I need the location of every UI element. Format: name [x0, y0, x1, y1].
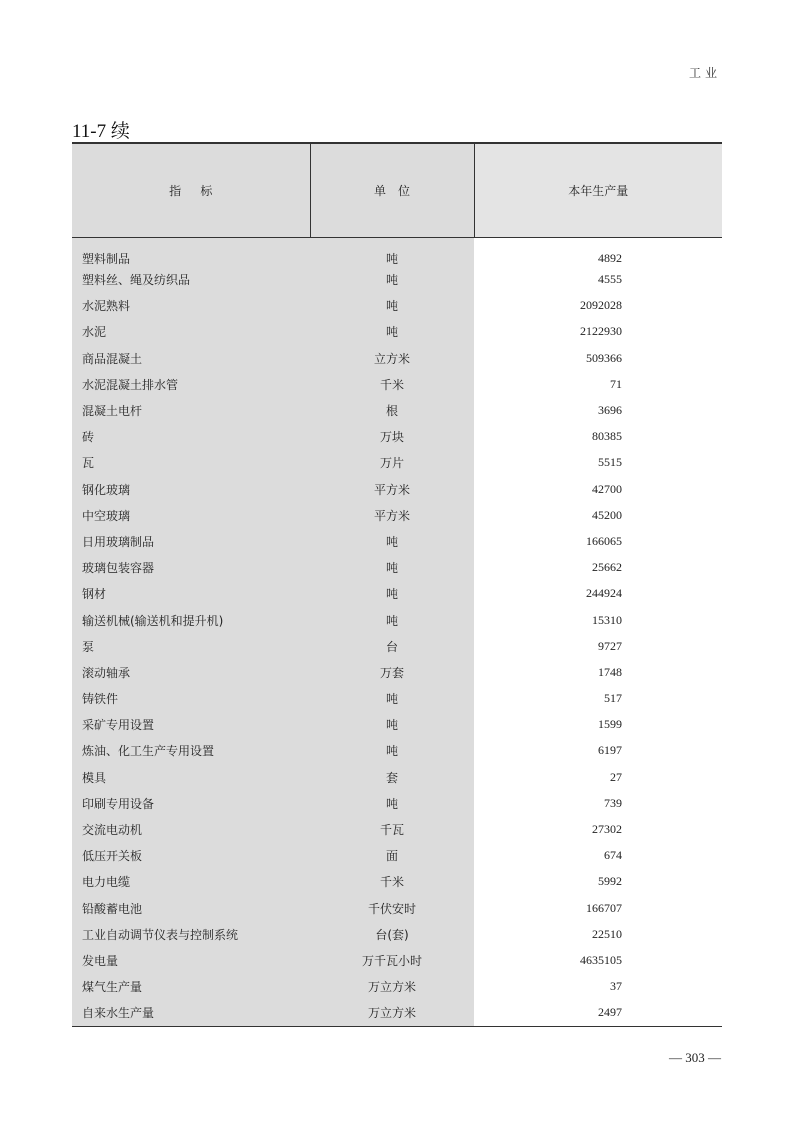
row-unit: 套	[310, 764, 474, 790]
table-row	[72, 686, 722, 712]
row-unit: 平方米	[310, 476, 474, 502]
table-row	[72, 712, 722, 738]
row-unit: 台(套)	[310, 921, 474, 947]
table-row	[72, 581, 722, 607]
table-row	[72, 659, 722, 685]
row-indicator: 低压开关板	[72, 843, 310, 869]
row-value: 739	[474, 790, 722, 816]
row-unit: 立方米	[310, 345, 474, 371]
table-row	[72, 319, 722, 345]
table-row	[72, 371, 722, 397]
row-indicator: 塑料制品	[72, 237, 310, 267]
row-unit: 吨	[310, 686, 474, 712]
table-row	[72, 476, 722, 502]
row-value: 25662	[474, 555, 722, 581]
row-unit: 吨	[310, 738, 474, 764]
row-value: 22510	[474, 921, 722, 947]
header-unit: 单位	[310, 143, 474, 237]
row-value: 1748	[474, 659, 722, 685]
row-indicator: 塑料丝、绳及纺织品	[72, 267, 310, 293]
row-value: 4892	[474, 237, 722, 267]
row-unit: 吨	[310, 319, 474, 345]
row-value: 2122930	[474, 319, 722, 345]
row-unit: 万片	[310, 450, 474, 476]
row-value: 5515	[474, 450, 722, 476]
row-indicator: 交流电动机	[72, 816, 310, 842]
row-unit: 吨	[310, 790, 474, 816]
row-value: 3696	[474, 397, 722, 423]
table-row	[72, 790, 722, 816]
table-row	[72, 869, 722, 895]
table-row	[72, 450, 722, 476]
row-unit: 吨	[310, 267, 474, 293]
row-indicator: 水泥熟料	[72, 293, 310, 319]
row-value: 674	[474, 843, 722, 869]
row-unit: 吨	[310, 555, 474, 581]
row-value: 15310	[474, 607, 722, 633]
row-value: 244924	[474, 581, 722, 607]
table-row	[72, 764, 722, 790]
row-indicator: 砖	[72, 424, 310, 450]
table-row	[72, 237, 722, 267]
row-indicator: 输送机械(输送机和提升机)	[72, 607, 310, 633]
row-unit: 根	[310, 397, 474, 423]
row-indicator: 炼油、化工生产专用设置	[72, 738, 310, 764]
page-number: — 303 —	[669, 1050, 721, 1065]
row-indicator: 电力电缆	[72, 869, 310, 895]
row-indicator: 商品混凝土	[72, 345, 310, 371]
row-value: 27	[474, 764, 722, 790]
row-indicator: 中空玻璃	[72, 502, 310, 528]
row-unit: 台	[310, 633, 474, 659]
statistics-table	[72, 142, 722, 1026]
row-value: 5992	[474, 869, 722, 895]
row-indicator: 瓦	[72, 450, 310, 476]
row-unit: 吨	[310, 712, 474, 738]
row-unit: 万块	[310, 424, 474, 450]
row-indicator: 铸铁件	[72, 686, 310, 712]
row-unit: 万千瓦小时	[310, 947, 474, 973]
table-bottom-rule	[72, 1026, 722, 1027]
table-row	[72, 1000, 722, 1026]
row-value: 4635105	[474, 947, 722, 973]
row-indicator: 钢材	[72, 581, 310, 607]
row-value: 509366	[474, 345, 722, 371]
row-indicator: 水泥	[72, 319, 310, 345]
row-value: 2092028	[474, 293, 722, 319]
row-indicator: 水泥混凝土排水管	[72, 371, 310, 397]
table-row	[72, 345, 722, 371]
header-annual-output: 本年生产量	[474, 143, 722, 237]
row-unit: 面	[310, 843, 474, 869]
row-unit: 平方米	[310, 502, 474, 528]
statistics-table-container	[72, 142, 722, 1027]
row-unit: 千瓦	[310, 816, 474, 842]
row-unit: 万立方米	[310, 974, 474, 1000]
row-unit: 吨	[310, 293, 474, 319]
row-indicator: 混凝土电杆	[72, 397, 310, 423]
row-unit: 千伏安时	[310, 895, 474, 921]
row-indicator: 日用玻璃制品	[72, 528, 310, 554]
table-row	[72, 424, 722, 450]
row-value: 37	[474, 974, 722, 1000]
table-row	[72, 843, 722, 869]
table-row	[72, 502, 722, 528]
row-value: 45200	[474, 502, 722, 528]
row-unit: 千米	[310, 869, 474, 895]
row-indicator: 铅酸蓄电池	[72, 895, 310, 921]
table-title: 11-7 续	[72, 121, 130, 142]
table-row	[72, 974, 722, 1000]
table-header	[72, 143, 722, 237]
row-indicator: 工业自动调节仪表与控制系统	[72, 921, 310, 947]
running-head: 工业	[688, 66, 721, 80]
row-unit: 万套	[310, 659, 474, 685]
table-row	[72, 607, 722, 633]
row-indicator: 自来水生产量	[72, 1000, 310, 1026]
row-value: 27302	[474, 816, 722, 842]
row-unit: 吨	[310, 607, 474, 633]
row-indicator: 钢化玻璃	[72, 476, 310, 502]
header-indicator: 指标	[72, 143, 310, 237]
row-unit: 万立方米	[310, 1000, 474, 1026]
table-row	[72, 397, 722, 423]
table-row	[72, 738, 722, 764]
row-indicator: 印刷专用设备	[72, 790, 310, 816]
row-indicator: 玻璃包装容器	[72, 555, 310, 581]
table-row	[72, 267, 722, 293]
row-value: 42700	[474, 476, 722, 502]
row-value: 71	[474, 371, 722, 397]
table-row	[72, 947, 722, 973]
table-row	[72, 816, 722, 842]
row-indicator: 模具	[72, 764, 310, 790]
row-indicator: 发电量	[72, 947, 310, 973]
row-indicator: 煤气生产量	[72, 974, 310, 1000]
row-indicator: 采矿专用设置	[72, 712, 310, 738]
row-value: 2497	[474, 1000, 722, 1026]
row-value: 80385	[474, 424, 722, 450]
row-indicator: 滚动轴承	[72, 659, 310, 685]
table-row	[72, 555, 722, 581]
table-body	[72, 237, 722, 1026]
table-row	[72, 895, 722, 921]
row-indicator: 泵	[72, 633, 310, 659]
row-unit: 吨	[310, 528, 474, 554]
table-row	[72, 921, 722, 947]
row-unit: 吨	[310, 237, 474, 267]
table-row	[72, 633, 722, 659]
row-value: 4555	[474, 267, 722, 293]
row-unit: 吨	[310, 581, 474, 607]
row-value: 517	[474, 686, 722, 712]
row-value: 166707	[474, 895, 722, 921]
table-row	[72, 528, 722, 554]
row-value: 9727	[474, 633, 722, 659]
row-unit: 千米	[310, 371, 474, 397]
row-value: 1599	[474, 712, 722, 738]
row-value: 6197	[474, 738, 722, 764]
row-value: 166065	[474, 528, 722, 554]
table-row	[72, 293, 722, 319]
